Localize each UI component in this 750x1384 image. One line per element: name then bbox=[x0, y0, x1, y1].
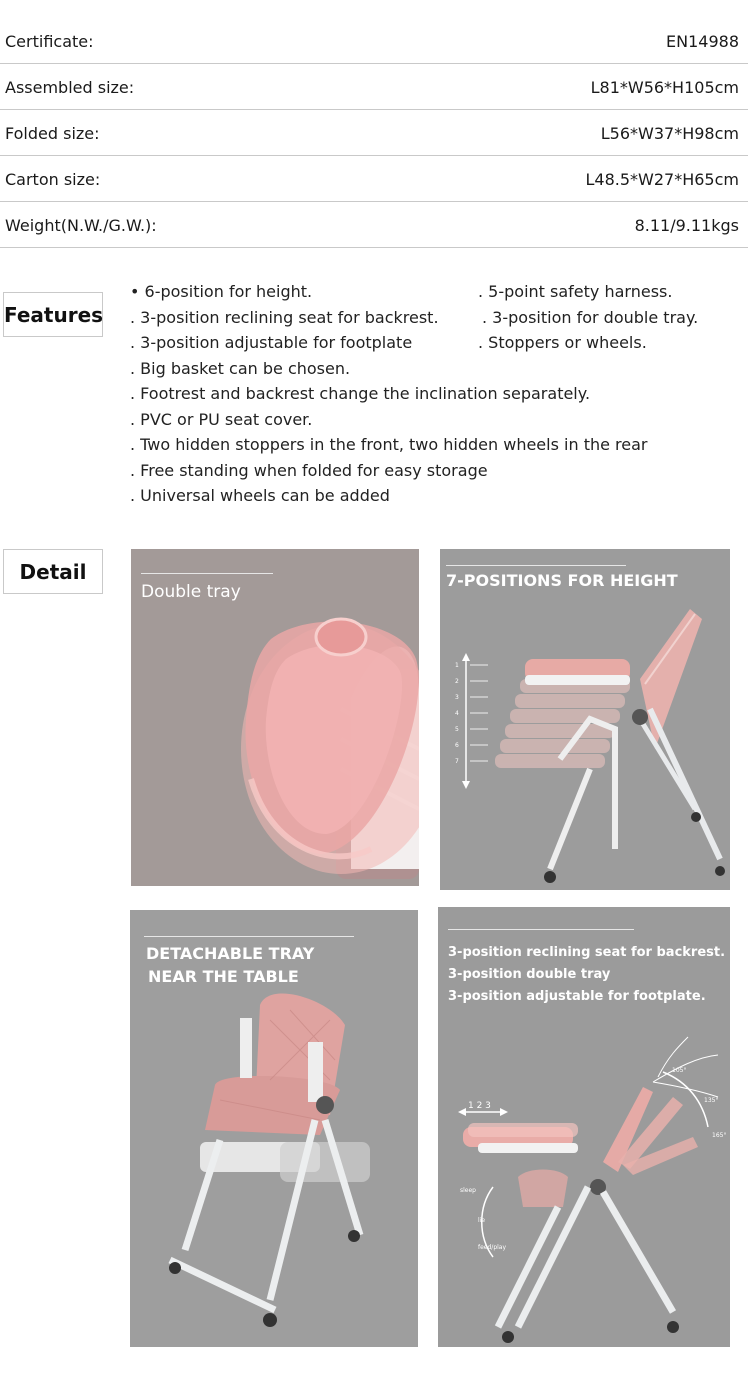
feature-item: . Universal wheels can be added bbox=[130, 486, 390, 505]
photo-text-line2: 3-position double tray bbox=[448, 967, 611, 982]
spec-value: L48.5*W27*H65cm bbox=[585, 170, 739, 189]
foot-label: sleep bbox=[460, 1187, 476, 1194]
feature-item: . 3-position adjustable for footplate bbox=[130, 333, 413, 352]
spec-value: 8.11/9.11kgs bbox=[634, 216, 739, 235]
features-heading: Features bbox=[3, 292, 103, 337]
photo-title-line2: NEAR THE TABLE bbox=[148, 967, 299, 986]
feature-item: . 3-position for double tray. bbox=[482, 308, 699, 327]
spec-value: EN14988 bbox=[666, 32, 739, 51]
spec-label: Folded size: bbox=[5, 124, 100, 143]
title-rule bbox=[446, 565, 626, 566]
spec-label: Weight(N.W./G.W.): bbox=[5, 216, 157, 235]
title-rule bbox=[448, 929, 634, 930]
scale-1: 1 bbox=[455, 662, 459, 669]
feature-list bbox=[0, 0, 750, 520]
scale-5: 5 bbox=[455, 726, 459, 733]
scale-7: 7 bbox=[455, 758, 459, 765]
feature-item: . 5-point safety harness. bbox=[478, 282, 673, 301]
spec-label: Carton size: bbox=[5, 170, 101, 189]
height-positions-illustration bbox=[440, 549, 730, 890]
photo-double-tray bbox=[131, 549, 419, 886]
scale-4: 4 bbox=[455, 710, 459, 717]
feature-item: . Two hidden stoppers in the front, two hidden wheels in the rear bbox=[130, 435, 648, 454]
spec-value: L81*W56*H105cm bbox=[590, 78, 739, 97]
feature-item: • 6-position for height. bbox=[130, 282, 313, 301]
photo-title: Double tray bbox=[141, 582, 241, 602]
tray-position-numbers: 1 2 3 bbox=[468, 1101, 491, 1111]
feature-item: . Big basket can be chosen. bbox=[130, 359, 351, 378]
angle-label: 105° bbox=[672, 1067, 687, 1074]
feature-item: . 3-position reclining seat for backrest. bbox=[130, 308, 439, 327]
title-rule bbox=[144, 936, 354, 937]
feature-item: . Footrest and backrest change the inclination separately. bbox=[130, 384, 591, 403]
spec-label: Certificate: bbox=[5, 32, 94, 51]
photo-title: 7-POSITIONS FOR HEIGHT bbox=[446, 571, 678, 590]
scale-2: 2 bbox=[455, 678, 459, 685]
foot-label: lie bbox=[478, 1217, 486, 1224]
angle-label: 165° bbox=[712, 1132, 727, 1139]
scale-6: 6 bbox=[455, 742, 459, 749]
feature-item: . PVC or PU seat cover. bbox=[130, 410, 313, 429]
photo-reclining-positions bbox=[438, 907, 730, 1347]
feature-item: . Free standing when folded for easy storage bbox=[130, 461, 488, 480]
photo-height-positions bbox=[440, 549, 730, 890]
spec-label: Assembled size: bbox=[5, 78, 135, 97]
photo-title-line1: DETACHABLE TRAY bbox=[146, 944, 315, 963]
foot-label: feed/play bbox=[478, 1244, 507, 1251]
photo-text-line1: 3-position reclining seat for backrest. bbox=[448, 945, 726, 960]
scale-3: 3 bbox=[455, 694, 459, 701]
photo-detachable-tray bbox=[130, 910, 418, 1347]
feature-item: . Stoppers or wheels. bbox=[478, 333, 647, 352]
title-rule bbox=[141, 573, 273, 574]
detail-heading: Detail bbox=[3, 549, 103, 594]
photo-text-line3: 3-position adjustable for footplate. bbox=[448, 989, 706, 1004]
spec-value: L56*W37*H98cm bbox=[600, 124, 739, 143]
angle-label: 135° bbox=[704, 1097, 719, 1104]
